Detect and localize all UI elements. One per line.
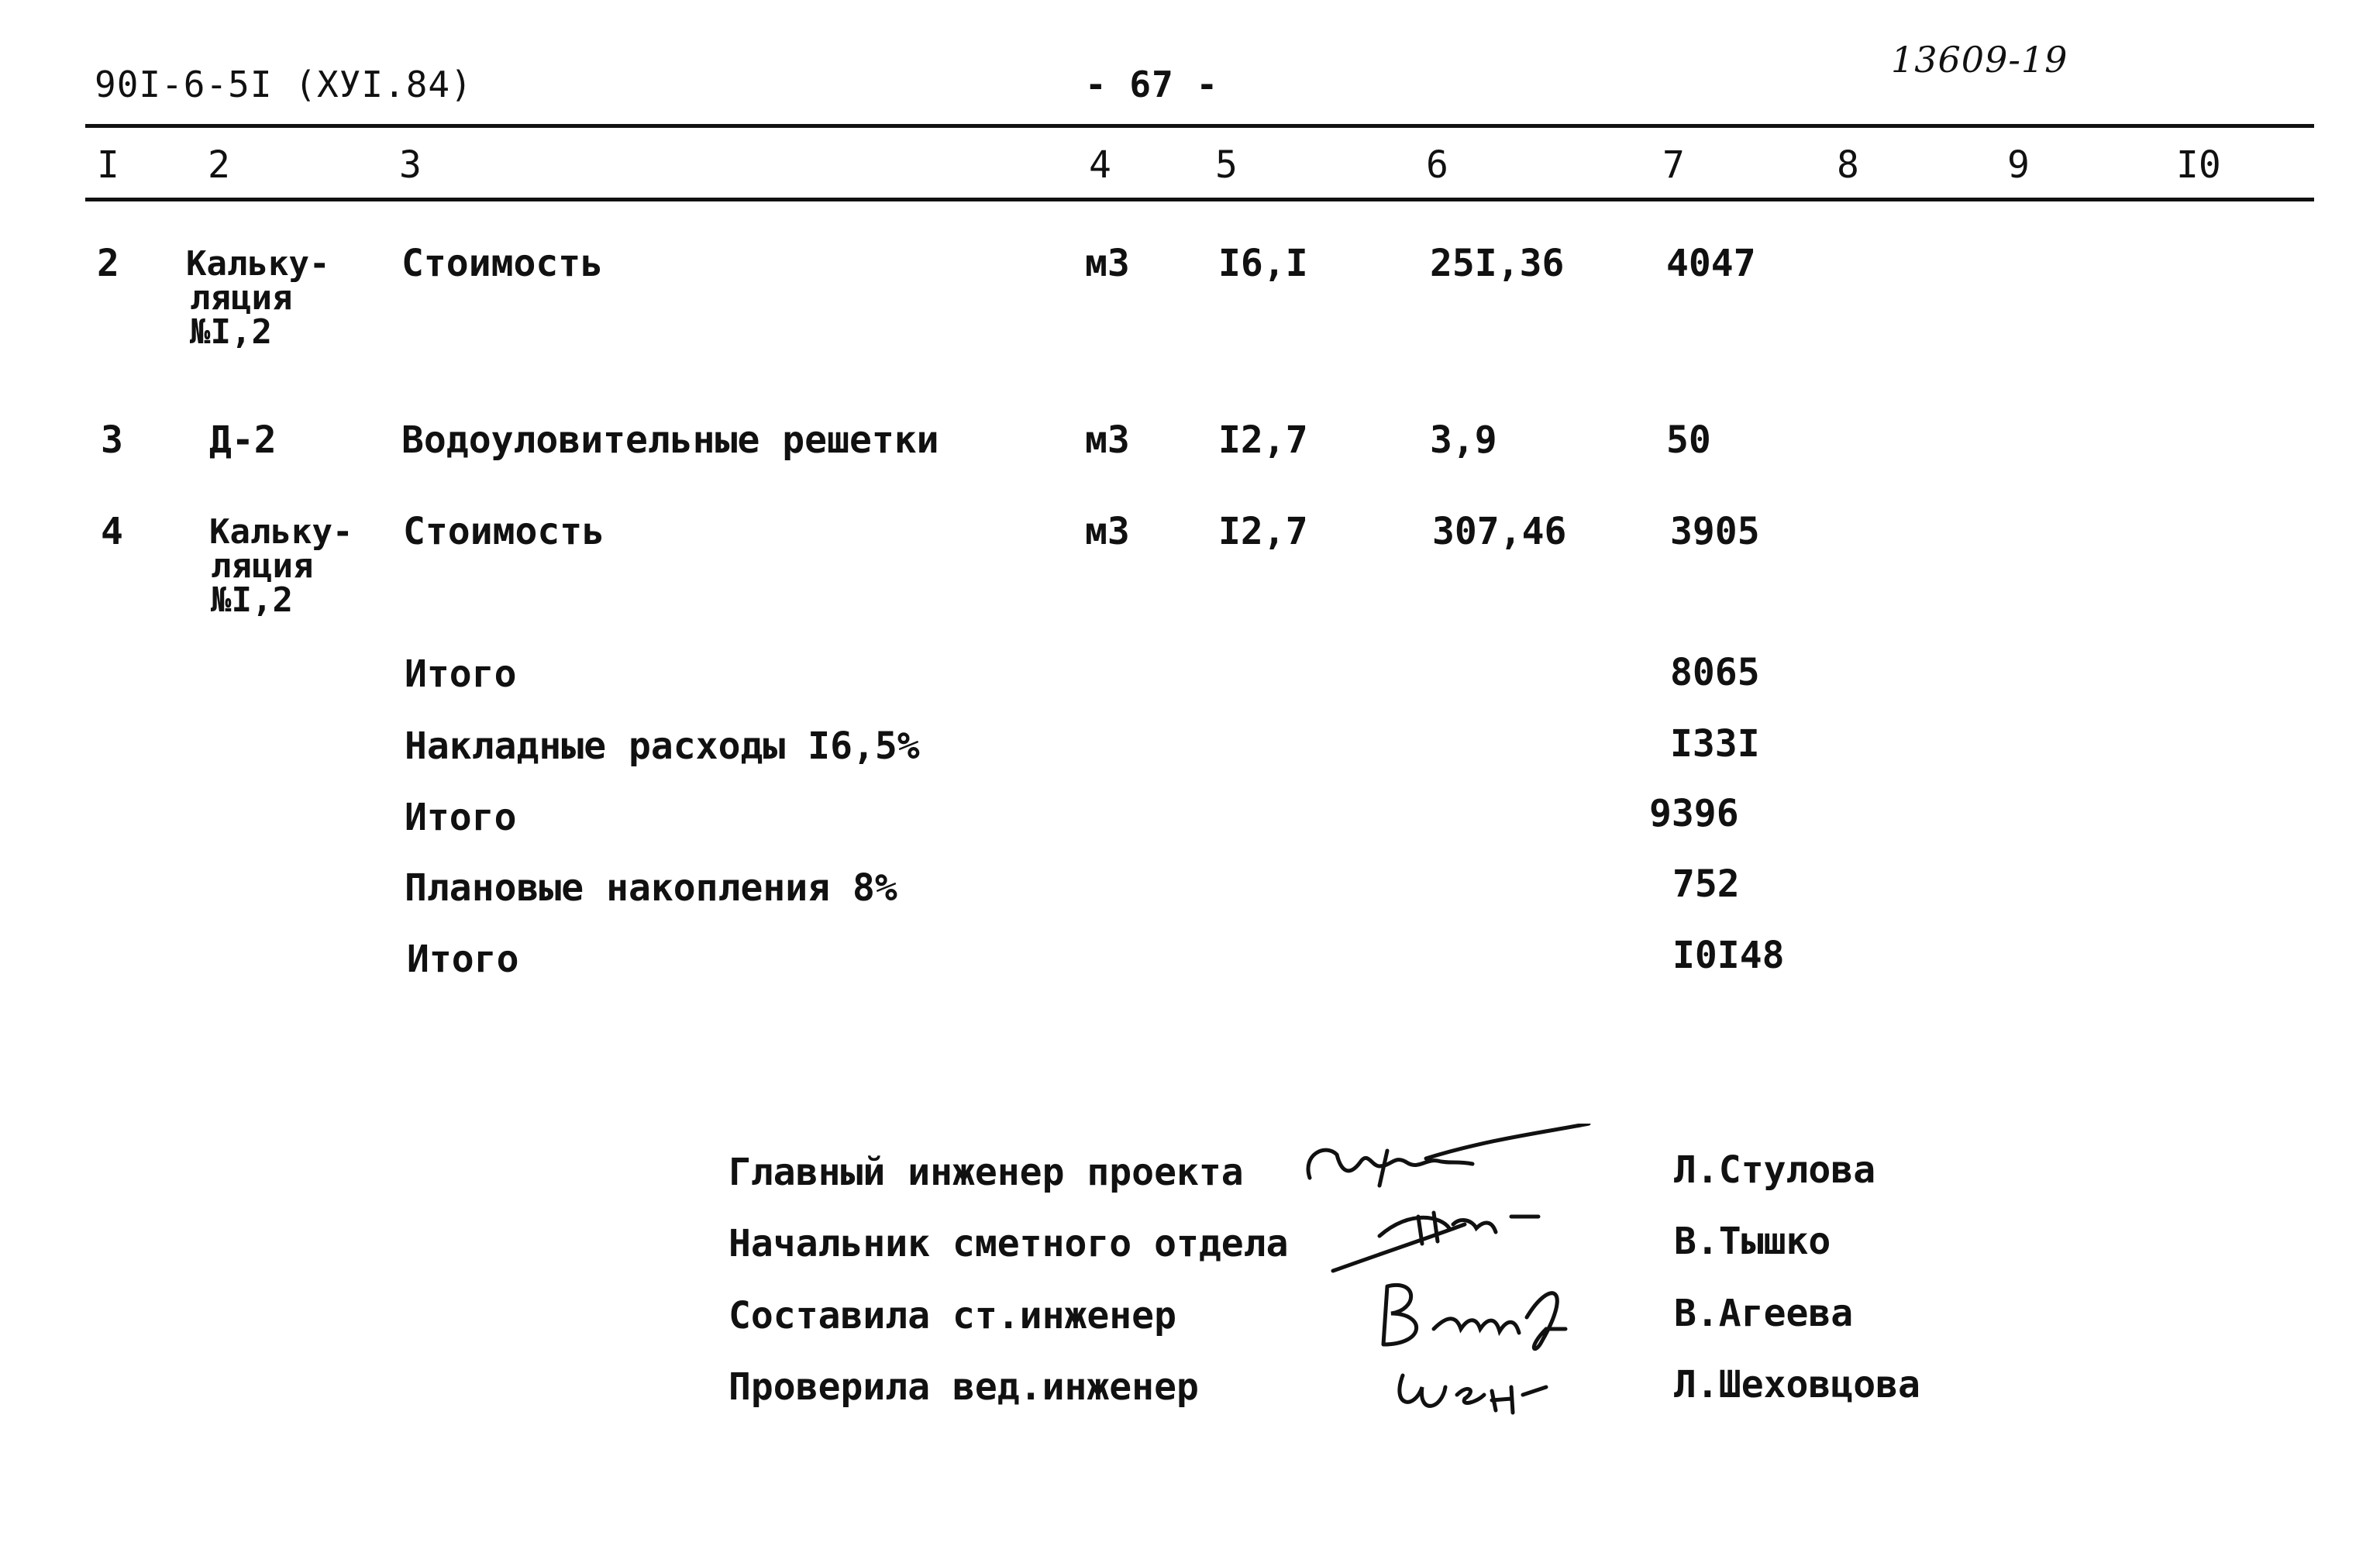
signature-name: Л.Шеховцова — [1674, 1363, 1920, 1406]
row-unit: м3 — [1085, 510, 1130, 553]
row-number: 4 — [101, 510, 123, 553]
row-basis-line: ляция — [190, 278, 293, 318]
summary-value: 8065 — [1670, 651, 1760, 694]
sheet-code: 13609-19 — [1891, 39, 2068, 81]
row-price: 3,9 — [1430, 418, 1497, 462]
row-number: 3 — [101, 418, 123, 462]
col-header-7: 7 — [1662, 143, 1685, 187]
row-price: 25I,36 — [1430, 242, 1565, 285]
row-unit: м3 — [1085, 242, 1130, 285]
row-basis-line: Кальку- — [209, 512, 353, 552]
signature-name: В.Агеева — [1674, 1292, 1854, 1335]
summary-value: 9396 — [1649, 792, 1739, 835]
row-name: Стоимость — [403, 510, 605, 553]
summary-label: Итого — [405, 652, 517, 696]
col-header-10: I0 — [2176, 143, 2221, 187]
row-total: 50 — [1666, 418, 1711, 462]
signature-role: Начальник сметного отдела — [728, 1222, 1289, 1265]
summary-value: I0I48 — [1672, 934, 1785, 977]
signature-role: Главный инженер проекта — [728, 1151, 1244, 1194]
row-basis-line: №I,2 — [190, 312, 272, 352]
col-header-6: 6 — [1426, 143, 1448, 187]
signature-role: Составила ст.инженер — [728, 1294, 1176, 1337]
row-quantity: I6,I — [1218, 242, 1308, 285]
col-header-1: I — [97, 143, 119, 187]
summary-label: Итого — [407, 938, 519, 981]
summary-label: Плановые накопления 8% — [405, 866, 897, 910]
page-number: - 67 - — [1085, 64, 1219, 105]
col-header-5: 5 — [1215, 143, 1238, 187]
row-price: 307,46 — [1432, 510, 1567, 553]
header-rule-bottom — [85, 198, 2314, 201]
row-quantity: I2,7 — [1218, 510, 1308, 553]
col-header-3: 3 — [399, 143, 422, 187]
row-basis-line: Д-2 — [209, 418, 277, 462]
document-code: 90I-6-5I (XУI.84) — [95, 64, 473, 105]
handwritten-signature-4 — [1387, 1352, 1573, 1422]
summary-value: 752 — [1672, 862, 1740, 906]
col-header-2: 2 — [208, 143, 230, 187]
row-basis-line: №I,2 — [211, 580, 293, 620]
header-rule-top — [85, 124, 2314, 128]
summary-value: I33I — [1670, 722, 1760, 766]
signature-name: В.Тышко — [1674, 1220, 1831, 1263]
row-name: Водоуловительные решетки — [401, 418, 939, 462]
row-total: 3905 — [1670, 510, 1760, 553]
summary-label: Накладные расходы I6,5% — [405, 725, 920, 768]
handwritten-signature-3 — [1372, 1271, 1604, 1364]
row-total: 4047 — [1666, 242, 1756, 285]
col-header-8: 8 — [1837, 143, 1859, 187]
handwritten-signature-2 — [1325, 1193, 1573, 1279]
row-unit: м3 — [1085, 418, 1130, 462]
row-quantity: I2,7 — [1218, 418, 1308, 462]
signature-name: Л.Стулова — [1674, 1148, 1876, 1192]
row-name: Стоимость — [401, 242, 604, 285]
row-number: 2 — [97, 242, 119, 285]
col-header-9: 9 — [2007, 143, 2030, 187]
row-basis-line: Кальку- — [186, 244, 330, 284]
row-basis-line: ляция — [211, 546, 314, 586]
summary-label: Итого — [405, 796, 517, 839]
col-header-4: 4 — [1089, 143, 1111, 187]
signature-role: Проверила вед.инженер — [728, 1365, 1199, 1409]
